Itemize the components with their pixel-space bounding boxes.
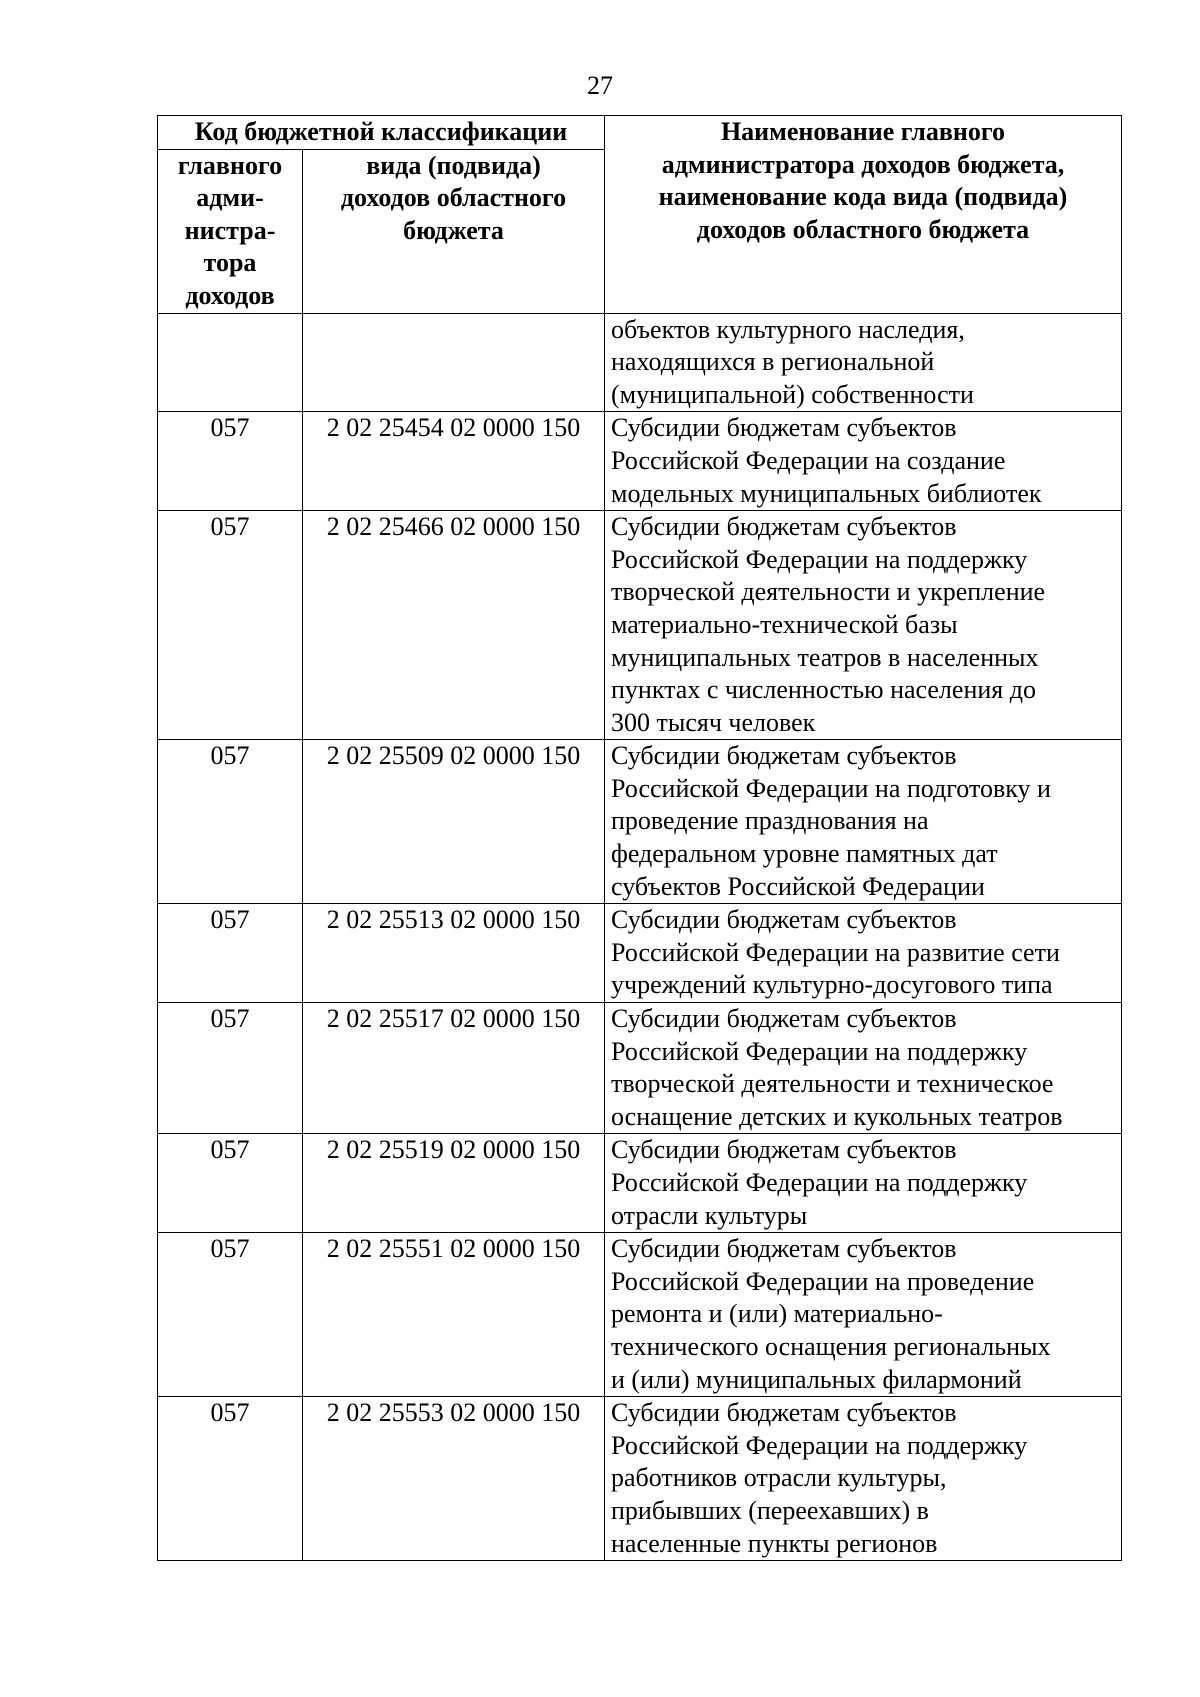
income-type-code-cell: 2 02 25551 02 0000 150: [303, 1233, 605, 1397]
admin-code-cell: 057: [158, 1397, 303, 1561]
header-code-line: вида (подвида): [366, 150, 541, 180]
income-name-cell: [605, 511, 1122, 740]
header-admin-line: нистра-: [184, 215, 276, 245]
table-row: [158, 1233, 1122, 1397]
admin-code-cell: 057: [158, 511, 303, 740]
admin-code-cell: 057: [158, 1233, 303, 1397]
table-row: [158, 1397, 1122, 1561]
income-name-line: Российской Федерации на поддержку: [611, 1430, 1028, 1460]
income-name-line: федеральном уровне памятных дат: [611, 839, 998, 869]
header-admin-line: адми-: [196, 183, 264, 213]
admin-code-cell: 057: [158, 412, 303, 511]
income-name-cell: [605, 1397, 1122, 1561]
income-name-cell: [605, 1003, 1122, 1134]
admin-code-cell: 057: [158, 1003, 303, 1134]
income-name-line: творческой деятельности и укрепление: [611, 577, 1046, 607]
income-name-line: Российской Федерации на создание: [611, 445, 1006, 475]
income-name-line: муниципальных театров в населенных: [611, 642, 1039, 672]
income-type-code-cell: 2 02 25519 02 0000 150: [303, 1134, 605, 1233]
income-name-line: (муниципальной) собственности: [611, 379, 974, 409]
income-name-line: Субсидии бюджетам субъектов: [611, 905, 957, 935]
income-name-line: Российской Федерации на подготовку и: [611, 773, 1051, 803]
header-admin-column: [158, 149, 303, 313]
income-name-line: населенные пункты регионов: [611, 1528, 938, 1558]
header-code-column: [303, 149, 605, 313]
income-name-line: объектов культурного наследия,: [611, 314, 965, 344]
income-name-line: материально-технической базы: [611, 609, 958, 639]
table-row: [158, 740, 1122, 904]
header-code-line: доходов областного: [340, 183, 567, 213]
page-number: 27: [587, 71, 613, 100]
header-name-line: доходов областного бюджета: [696, 214, 1030, 244]
admin-code-cell: [158, 313, 303, 412]
income-name-line: пунктах с численностью населения до: [611, 675, 1036, 705]
income-name-line: Субсидии бюджетам субъектов: [611, 741, 957, 771]
income-name-line: отрасли культуры: [611, 1200, 808, 1230]
income-name-line: Российской Федерации на поддержку: [611, 544, 1028, 574]
admin-code-cell: 057: [158, 1134, 303, 1233]
income-type-code-cell: [303, 313, 605, 412]
income-name-line: Субсидии бюджетам субъектов: [611, 1234, 957, 1264]
income-type-code-cell: 2 02 25466 02 0000 150: [303, 511, 605, 740]
table-row: [158, 313, 1122, 412]
header-name-line: наименование кода вида (подвида): [658, 182, 1068, 212]
income-name-line: Субсидии бюджетам субъектов: [611, 512, 957, 542]
income-name-line: Субсидии бюджетам субъектов: [611, 1398, 957, 1428]
income-type-code-cell: 2 02 25509 02 0000 150: [303, 740, 605, 904]
income-name-line: и (или) муниципальных филармоний: [611, 1364, 1022, 1394]
income-name-line: Российской Федерации на проведение: [611, 1266, 1035, 1296]
income-name-line: Субсидии бюджетам субъектов: [611, 1135, 957, 1165]
income-name-cell: [605, 1233, 1122, 1397]
income-name-line: субъектов Российской Федерации: [611, 871, 985, 901]
income-name-line: проведение празднования на: [611, 806, 929, 836]
income-name-line: творческой деятельности и техническое: [611, 1069, 1054, 1099]
income-name-cell: [605, 740, 1122, 904]
income-type-code-cell: 2 02 25553 02 0000 150: [303, 1397, 605, 1561]
income-name-line: оснащение детских и кукольных театров: [611, 1101, 1063, 1131]
table-row: [158, 1134, 1122, 1233]
income-name-line: находящихся в региональной: [611, 347, 935, 377]
budget-classification-table: [157, 115, 1122, 1561]
income-name-line: модельных муниципальных библиотек: [611, 478, 1042, 508]
header-name-line: Наименование главного: [720, 117, 1006, 146]
income-name-cell: [605, 412, 1122, 511]
income-name-line: работников отрасли культуры,: [611, 1463, 947, 1493]
table-body: [158, 313, 1122, 1561]
table-header: [158, 116, 1122, 314]
header-name-line: администратора доходов бюджета,: [661, 149, 1065, 179]
table-row: [158, 1003, 1122, 1134]
income-name-line: учреждений культурно-досугового типа: [611, 970, 1053, 1000]
income-type-code-cell: 2 02 25454 02 0000 150: [303, 412, 605, 511]
income-name-line: Субсидии бюджетам субъектов: [611, 413, 957, 443]
income-name-cell: [605, 904, 1122, 1003]
admin-code-cell: 057: [158, 740, 303, 904]
income-name-line: 300 тысяч человек: [611, 707, 816, 737]
income-name-line: прибывших (переехавших) в: [611, 1495, 929, 1525]
header-admin-line: тора: [203, 248, 257, 278]
table-row: [158, 511, 1122, 740]
header-code-line: бюджета: [403, 215, 504, 245]
income-name-line: Субсидии бюджетам субъектов: [611, 1004, 957, 1034]
header-name-column: [605, 116, 1122, 314]
header-admin-line: главного: [177, 150, 283, 180]
income-name-cell: [605, 1134, 1122, 1233]
income-name-line: ремонта и (или) материально-: [611, 1299, 943, 1329]
header-admin-line: доходов: [185, 280, 275, 310]
admin-code-cell: 057: [158, 904, 303, 1003]
header-budget-classification-code: Код бюджетной классификации: [158, 116, 605, 150]
income-name-cell: [605, 313, 1122, 412]
income-type-code-cell: 2 02 25517 02 0000 150: [303, 1003, 605, 1134]
income-name-line: технического оснащения региональных: [611, 1331, 1051, 1361]
income-name-line: Российской Федерации на поддержку: [611, 1168, 1028, 1197]
income-name-line: Российской Федерации на поддержку: [611, 1036, 1028, 1066]
table-row: [158, 904, 1122, 1003]
income-type-code-cell: 2 02 25513 02 0000 150: [303, 904, 605, 1003]
table-row: [158, 412, 1122, 511]
income-name-line: Российской Федерации на развитие сети: [611, 937, 1060, 967]
